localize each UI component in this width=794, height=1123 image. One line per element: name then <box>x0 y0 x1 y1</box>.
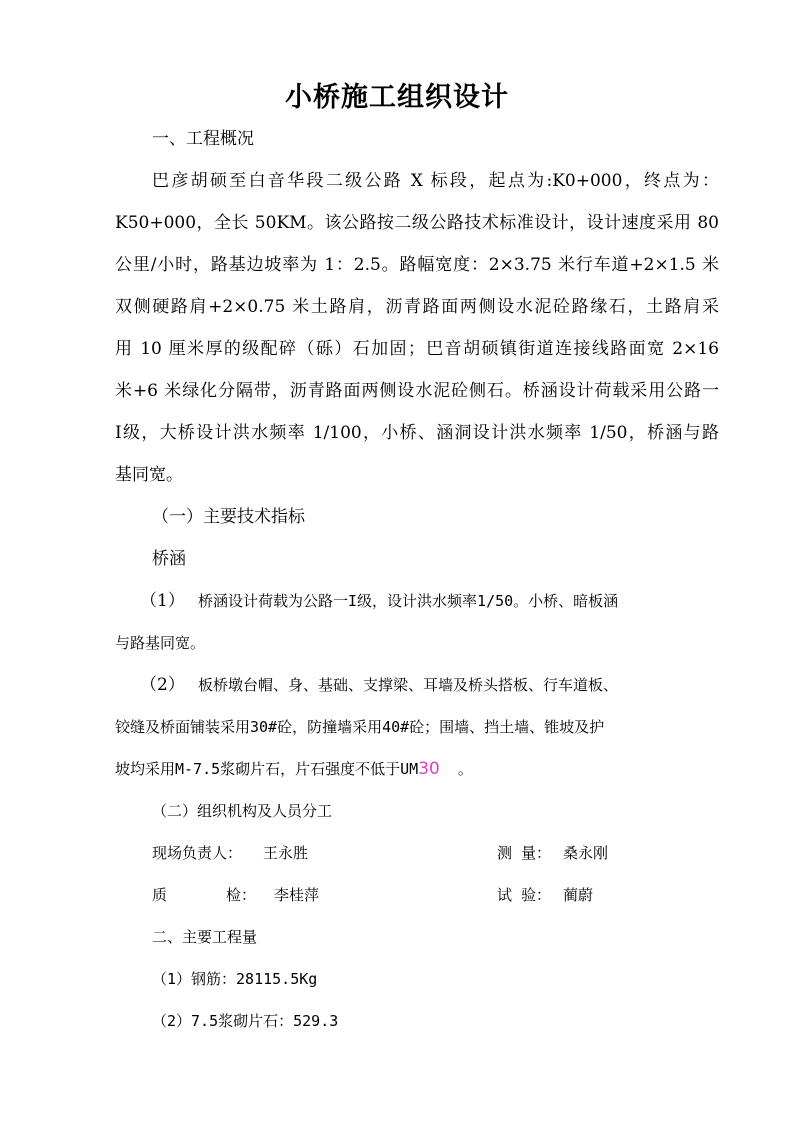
quantity-item: （2）7.5浆砌片石：529.3 <box>152 1012 339 1030</box>
item-text-part: 。 <box>457 760 473 778</box>
site-manager-label: 现场负责人： <box>152 844 243 862</box>
quantity-item: （1）钢筋：28115.5Kg <box>152 970 318 988</box>
overview-line: 米+6 米绿化分隔带，沥青路面两侧设水泥砼侧石。桥涵设计荷载采用公路一 <box>115 381 719 401</box>
site-manager-name: 王永胜 <box>263 844 309 862</box>
overview-line: 巴彦胡硕至白音华段二级公路 X 标段，起点为:K0+000，终点为： <box>152 171 719 191</box>
test-label: 试 验： <box>497 886 552 904</box>
page-title: 小桥施工组织设计 <box>285 82 509 113</box>
overview-line: 用 10 厘米厚的级配碎（砾）石加固；巴音胡硕镇街道连接线路面宽 2×16 <box>115 339 719 359</box>
organization-heading: （二）组织机构及人员分工 <box>152 802 333 820</box>
test-name: 蔺蔚 <box>563 886 594 904</box>
strength-value-highlight: 30 <box>418 759 440 779</box>
survey-name: 桑永刚 <box>563 844 609 862</box>
quality-name: 李桂萍 <box>274 886 320 904</box>
quality-label-part: 检： <box>226 886 257 904</box>
quality-label-part: 质 <box>152 886 168 904</box>
bridge-label: 桥涵 <box>152 549 186 569</box>
item-text: 与路基同宽。 <box>115 634 206 652</box>
section2-heading: 二、主要工程量 <box>152 928 258 946</box>
overview-line: K50+000，全长 50KM。该公路按二级公路技术标准设计，设计速度采用 80 <box>115 213 719 233</box>
overview-line: 公里/小时，路基边坡率为 1：2.5。路幅宽度：2×3.75 米行车道+2×1.5 米 <box>115 255 719 275</box>
item-number: （2） <box>140 675 185 695</box>
section1-heading: 一、工程概况 <box>152 129 254 149</box>
overview-line: 双侧硬路肩+2×0.75 米土路肩，沥青路面两侧设水泥砼路缘石，土路肩采 <box>115 297 719 317</box>
overview-line: Ⅰ级，大桥设计洪水频率 1/100，小桥、涵洞设计洪水频率 1/50，桥涵与路 <box>115 423 719 443</box>
item-text: 板桥墩台帽、身、基础、支撑梁、耳墙及桥头搭板、行车道板、 <box>198 676 619 694</box>
survey-label: 测 量： <box>497 844 552 862</box>
item-text: 桥涵设计荷载为公路一I级，设计洪水频率1/50。小桥、暗板涵 <box>198 592 619 610</box>
item-number: （1） <box>140 591 185 611</box>
item-text: 铰缝及桥面铺装采用30#砼，防撞墙采用40#砼；围墙、挡土墙、锥坡及护 <box>115 718 605 736</box>
item-text <box>115 757 473 781</box>
tech-indicators-heading: （一）主要技术指标 <box>152 507 305 527</box>
overview-line: 基同宽。 <box>115 465 183 485</box>
item-text-part: 坡均采用M-7.5浆砌片石，片石强度不低于UM <box>115 760 419 778</box>
